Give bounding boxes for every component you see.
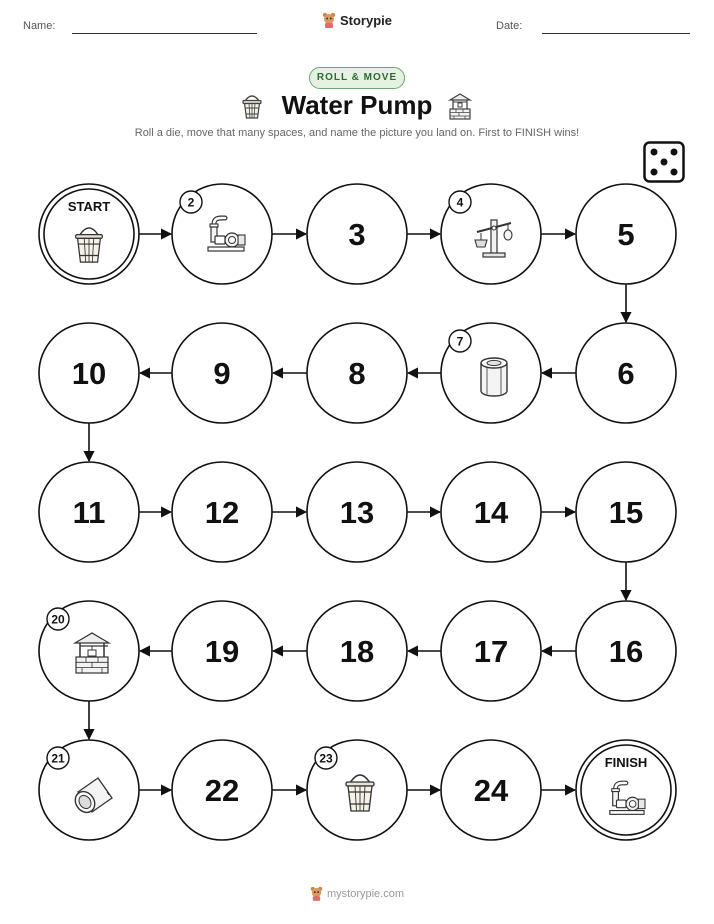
space-label: START <box>67 199 111 214</box>
board-space <box>307 740 407 840</box>
storypie-mascot-icon <box>310 886 323 901</box>
board-space <box>576 601 676 701</box>
board-space <box>172 462 272 562</box>
space-number: 22 <box>204 773 240 808</box>
board-space <box>576 462 676 562</box>
board-space <box>441 323 541 423</box>
board-space <box>441 740 541 840</box>
board-space <box>307 184 407 284</box>
space-number: 16 <box>608 634 644 669</box>
space-label: FINISH <box>604 755 648 770</box>
activity-badge: ROLL & MOVE <box>309 67 405 89</box>
board-space <box>172 740 272 840</box>
board-space <box>172 184 272 284</box>
board-space <box>172 601 272 701</box>
board-space <box>441 462 541 562</box>
footer <box>0 886 714 906</box>
instructions: Roll a die, move that many spaces, and name the picture you land on. First to FINISH wins! <box>134 127 580 139</box>
board-space <box>307 323 407 423</box>
space-number: 12 <box>204 495 240 530</box>
space-number: 18 <box>339 634 375 669</box>
space-number: 20 <box>51 612 65 627</box>
space-number: 8 <box>348 356 366 391</box>
space-number: 2 <box>187 195 195 210</box>
board-space <box>39 740 139 840</box>
filter-cartridge-icon <box>481 358 507 396</box>
space-number: 11 <box>72 495 106 530</box>
space-number: 10 <box>71 356 107 391</box>
board-spaces <box>39 184 676 840</box>
board-space <box>307 462 407 562</box>
board-space <box>576 323 676 423</box>
space-number: 4 <box>456 195 464 210</box>
space-number: 7 <box>456 334 464 349</box>
space-number: 21 <box>51 751 65 766</box>
finish-space <box>576 740 676 840</box>
name-label: Name: <box>23 20 56 32</box>
space-number: 3 <box>348 217 366 252</box>
space-number: 5 <box>617 217 635 252</box>
board-space <box>172 323 272 423</box>
space-number: 6 <box>617 356 635 391</box>
brand-name: Storypie <box>339 12 392 28</box>
space-number: 19 <box>204 634 240 669</box>
space-number: 17 <box>473 634 509 669</box>
space-number: 9 <box>213 356 231 391</box>
space-number: 24 <box>473 773 509 808</box>
board-space <box>576 184 676 284</box>
space-number: 13 <box>339 495 375 530</box>
board-space <box>39 462 139 562</box>
board-space <box>307 601 407 701</box>
page-title: Water Pump <box>281 90 433 120</box>
space-number: 14 <box>473 495 509 530</box>
board-space <box>441 601 541 701</box>
footer-url: mystorypie.com <box>326 887 405 900</box>
board-space <box>441 184 541 284</box>
board-space <box>39 601 139 701</box>
space-number: 15 <box>608 495 644 530</box>
space-number: 23 <box>319 751 333 766</box>
date-label: Date: <box>496 20 523 32</box>
board-space <box>39 323 139 423</box>
start-space <box>39 184 139 284</box>
